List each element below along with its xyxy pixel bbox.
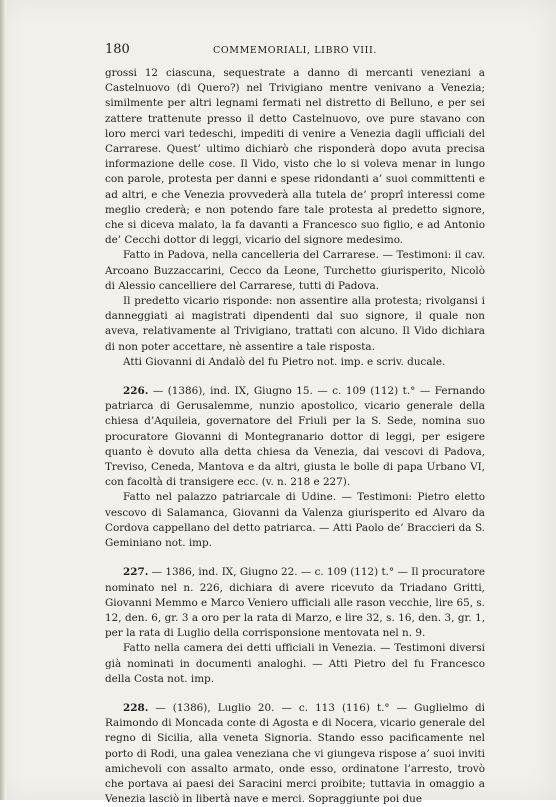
intro-paragraph-4: Atti Giovanni di Andalò del fu Pietro not. imp. e scriv. ducale. bbox=[123, 355, 446, 368]
entry-number: 228. bbox=[123, 701, 149, 714]
entry-paragraph bbox=[105, 384, 485, 490]
binding-shadow bbox=[0, 0, 6, 800]
intro-paragraph-2: Fatto in Padova, nella cancelleria del Carrarese. — Testimoni: il cav. Arcoano Buzzaccarini, Cecco da Leone, Turchetto giurisperito, Nicolò di Alessio cancelliere del Carrarese, tutti di Padova. bbox=[105, 249, 485, 292]
running-title: COMMEMORIALI, LIBRO VIII. bbox=[213, 45, 377, 56]
entry-paragraph bbox=[105, 701, 485, 807]
entry-closing: Fatto nel palazzo patriarcale di Udine. — Testimoni: Pietro eletto vescovo di Salamanca, Giovanni da Valenza giurisperito ed Alvaro da Cordova cappellano del detto patriarca. — Atti Paolo de’ Braccieri da S. Geminiano not. imp. bbox=[105, 491, 485, 550]
intro-paragraph-3: Il predetto vicario risponde: non assentire alla protesta; rivolgansi i danneggiati ai magistrati dipendenti dal suo signore, il quale non aveva, relativamente al Trivigiano, trattati con alcuno. Il Vido dichiara di non poter accettare, nè assentire a tale risposta. bbox=[105, 295, 485, 353]
intro-paragraph-1: grossi 12 ciascuna, sequestrate a danno di mercanti veneziani a Castelnuovo (di Quero?) nel Trivigiano mentre venivano a Venezia; similmente per altri legnami fermati nel distretto di Belluno, e per sei zattere trattenute presso il detto Castelnuovo, ove pure stavano con loro merci vari tedeschi, impediti di venire a Venezia dagli ufficiali del Carrarese. Quest’ ultimo dichiarò che risponderà dopo avuta precisa informazione delle cose. Il Vido, visto che lo si voleva menar in lungo con parole, protesta per danni e spese ridondanti a’ suoi committenti e ad altri, e che Venezia provvederà alla tutela de’ proprî interessi come meglio crederà; e non potendo fare tale protesta al predetto signore, che si diceva malato, la fa davanti a Francesco suo figlio, e ad Antonio de’ Cecchi dottor di leggi, vicario del signore medesimo. bbox=[105, 67, 485, 247]
entry-text: — 1386, ind. IX, Giugno 22. — c. 109 (112) t.° — Il procuratore nominato nel n. 226, dichiara di avere ricevuto da Triadano Gritti, Giovanni Memmo e Marco Veniero ufficiali alle rason vecchie, lire 65, s. 12, den. 6, gr. 3 a oro per la rata di Marzo, e lire 32, s. 16, den. 3, gr. 1, per la rata di Luglio della corrisponsione mentovata nel n. 9. bbox=[105, 566, 485, 640]
entry-paragraph bbox=[105, 565, 485, 641]
entry-number: 227. bbox=[123, 566, 149, 579]
page-header bbox=[105, 42, 485, 60]
entry-228 bbox=[105, 701, 485, 807]
entry-227 bbox=[105, 565, 485, 687]
entry-closing: Fatto nella camera dei detti ufficiali in Venezia. — Testimoni diversi già nominati in documenti analoghi. — Atti Pietro del fu Francesco della Costa not. imp. bbox=[105, 642, 485, 685]
entry-text: — (1386), ind. IX, Giugno 15. — c. 109 (112) t.° — Fernando patriarca di Gerusalemme, nunzio apostolico, vicario generale della chiesa d’Aquileia, governatore del Friuli per la S. Sede, nomina suo procuratore Giovanni di Montegranario dottor di leggi, per esigere quanto è dovuto alla detta chiesa da Venezia, dai vescovi di Padova, Treviso, Ceneda, Mantova e da altri, giusta le bolle di papa Urbano VI, con facoltà di transigere ecc. (v. n. 218 e 227). bbox=[105, 385, 485, 489]
page-number: 180 bbox=[105, 42, 130, 57]
entry-226 bbox=[105, 384, 485, 551]
page-body bbox=[105, 66, 485, 807]
entry-text: — (1386), Luglio 20. — c. 113 (116) t.° — Guglielmo di Raimondo di Moncada conte di Agosta e di Nocera, vicario generale del regno di Sicilia, alla veneta Signoria. Stando esso pacificamente nel porto di Rodi, una galea veneziana che vi giungeva rispose a’ suoi inviti amichevoli con assalto armato, onde esso, ordinatone l’arresto, trovò che portava ai paesi dei Saracini merci proibite; tuttavia in omaggio a Venezia lasciò in libertà nave e merci. Sopraggiunte poi due bbox=[105, 701, 485, 806]
entry-number: 226. bbox=[123, 385, 149, 398]
